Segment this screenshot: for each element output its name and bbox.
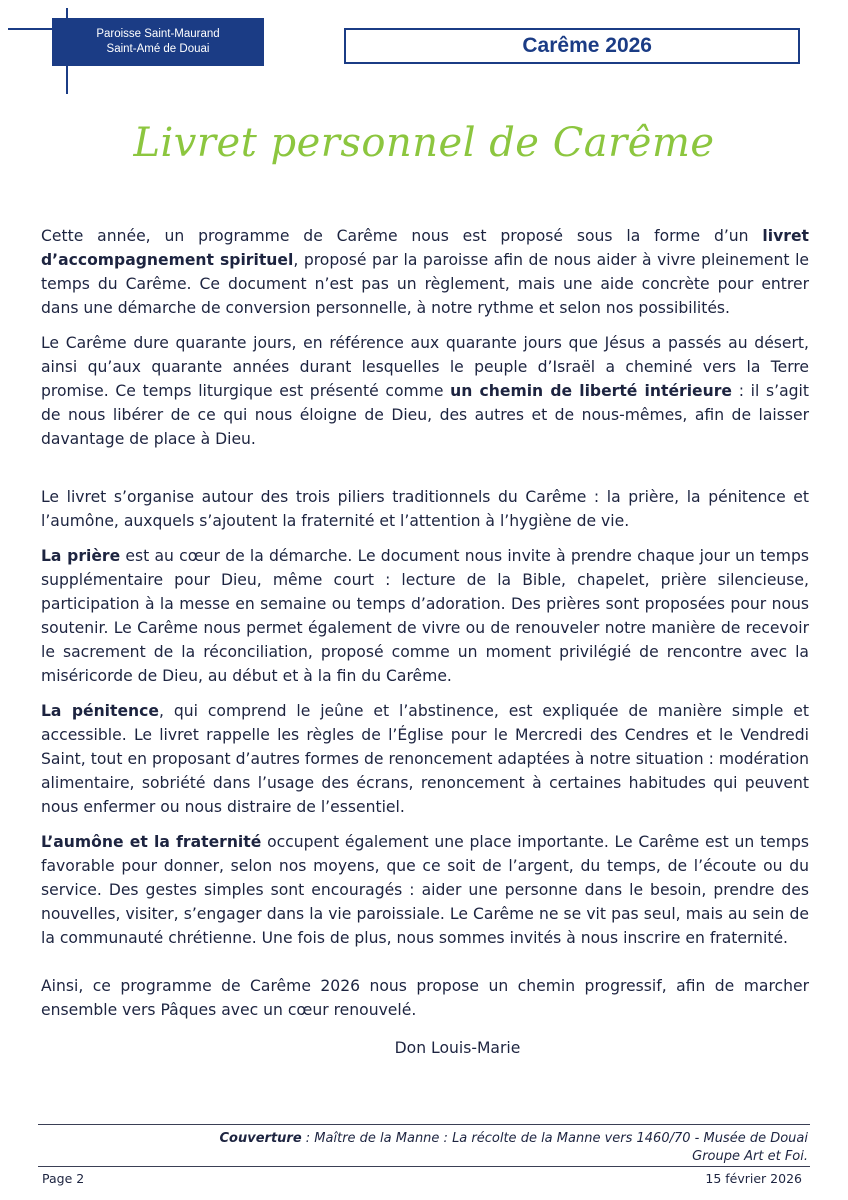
credit-text: : Maître de la Manne : La récolte de la Manne vers 1460/70 - Musée de Douai bbox=[301, 1131, 808, 1146]
cover-credit bbox=[108, 1130, 808, 1166]
text-span: occupent également une place importante. Le Carême est un temps favorable pour donner, selon nos moyens, que ce soit de l’argent, du temps, de l’écoute ou du service. Des gestes simples sont encouragés : aider une personne dans le besoin, prendre des nouvelles, visiter, s’engager dans la vie paroissiale. Le Carême ne se vit pas seul, mais au sein de la communauté chrétienne. Une fois de plus, nous sommes invités à nous inscrire en fraternité. bbox=[41, 833, 809, 947]
parish-name-line2: Saint-Amé de Douai bbox=[106, 43, 210, 55]
footer-divider-top bbox=[38, 1124, 810, 1125]
text-span: , proposé par la paroisse afin de nous aider à vivre pleinement le temps du Carême. Ce document n’est pas un règlement, mais une aide concrète pour entrer dans une démarche de conversion personnelle, à notre rythme et selon nos possibilités. bbox=[41, 251, 809, 317]
page-title: Livret personnel de Carême bbox=[133, 120, 715, 166]
text-span: Le Carême dure quarante jours, en référence aux quarante jours que Jésus a passés au désert, ainsi qu’aux quarante années durant lesquelles le peuple d’Israël a cheminé vers la Terre promise. Ce temps liturgique est présenté comme bbox=[41, 334, 809, 400]
paragraph-penance bbox=[41, 699, 809, 819]
bold-span: livret d’accompagnement spirituel bbox=[41, 227, 809, 269]
parish-name-line1: Paroisse Saint-Maurand bbox=[96, 28, 220, 40]
text-span: : il s’agit de nous libérer de ce qui nous éloigne de Dieu, des autres et de nous-mêmes, afin de laisser davantage de place à Dieu. bbox=[41, 382, 809, 448]
paragraph-conclusion: Ainsi, ce programme de Carême 2026 nous propose un chemin progressif, afin de marcher ensemble vers Pâques avec un cœur renouvelé. bbox=[41, 977, 809, 1019]
signature: Don Louis-Marie bbox=[394, 1039, 521, 1057]
paragraph-prayer bbox=[41, 544, 809, 688]
footer-divider-bottom bbox=[38, 1166, 810, 1167]
paragraph-duration bbox=[41, 331, 809, 451]
body-text bbox=[41, 224, 809, 1071]
text-span: est au cœur de la démarche. Le document nous invite à prendre chaque jour un temps supplémentaire pour Dieu, même court : lecture de la Bible, chapelet, prière silencieuse, participation à la messe en semaine ou temps d’adoration. Des prières sont proposées pour nous soutenir. Le Carême nous permet également de vivre ou de renouveler notre manière de recevoir le sacrement de la réconciliation, proposé comme un moment privilégié de rencontre avec la miséricorde de Dieu, au début et à la fin du Carême. bbox=[41, 547, 809, 685]
footer-date: 15 février 2026 bbox=[705, 1171, 802, 1186]
bold-span: La prière bbox=[41, 547, 121, 565]
text-span: Cette année, un programme de Carême nous est proposé sous la forme d’un bbox=[41, 227, 763, 245]
page-number: Page 2 bbox=[42, 1171, 85, 1186]
bold-span: un chemin de liberté intérieure bbox=[450, 382, 732, 400]
credit-text-2: Groupe Art et Foi. bbox=[692, 1149, 808, 1164]
parish-logo-box bbox=[52, 18, 264, 66]
paragraph-intro bbox=[41, 224, 809, 320]
doc-title: Carême 2026 bbox=[522, 34, 652, 57]
credit-label: Couverture bbox=[219, 1131, 302, 1146]
header-title-box bbox=[344, 28, 800, 64]
bold-span: La pénitence bbox=[41, 702, 159, 720]
text-span: , qui comprend le jeûne et l’abstinence, est expliquée de manière simple et accessible. Le livret rappelle les règles de l’Église pour le Mercredi des Cendres et le Vendredi Saint, tout en proposant d’autres formes de renoncement adaptées à notre situation : modération alimentaire, sobriété dans l’usage des écrans, renoncement à certaines habitudes qui peuvent nous enfermer ou nous distraire de l’essentiel. bbox=[41, 702, 809, 816]
bold-span: L’aumône et la fraternité bbox=[41, 833, 262, 851]
paragraph-pillars: Le livret s’organise autour des trois piliers traditionnels du Carême : la prière, la pénitence et l’aumône, auxquels s’ajoutent la fraternité et l’attention à l’hygiène de vie. bbox=[41, 488, 809, 530]
paragraph-almsgiving bbox=[41, 830, 809, 950]
